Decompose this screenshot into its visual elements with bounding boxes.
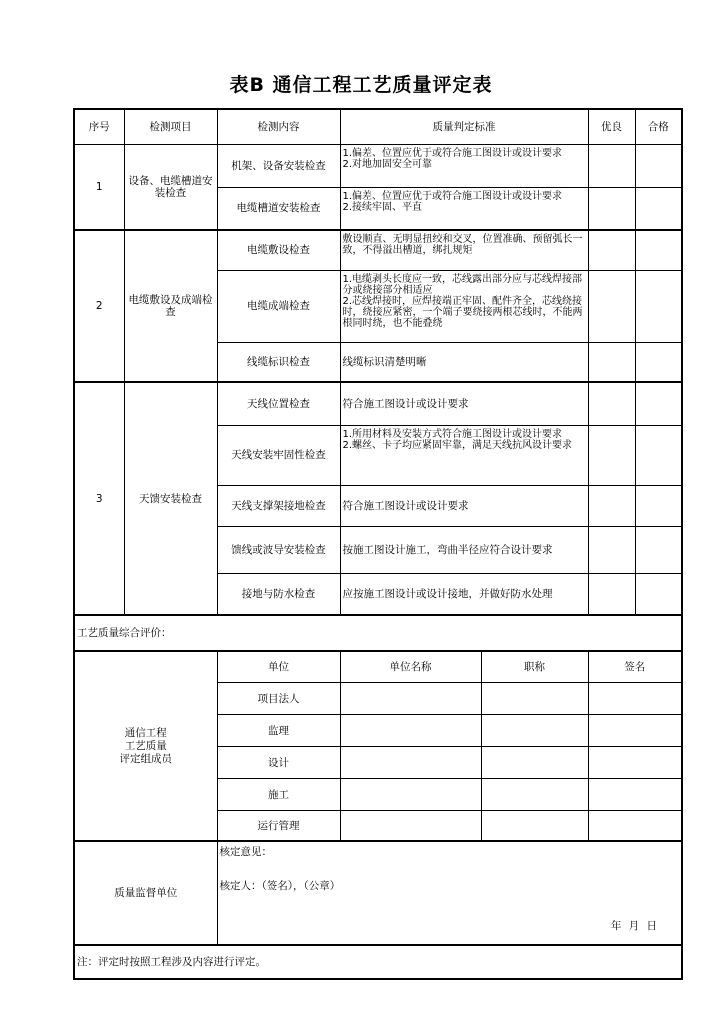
unit-label: 设计 [217, 747, 340, 779]
check-content: 天线安装牢固性检查 [217, 425, 340, 485]
position-cell[interactable] [482, 715, 588, 746]
check-content: 电缆成端检查 [217, 270, 340, 342]
check-standard: 1.所用材料及安装方式符合施工图设计或设计要求 2.螺丝、卡子均应紧固牢靠，满足天线抗风设计要求 [340, 425, 588, 485]
check-content: 天线位置检查 [217, 382, 340, 425]
check-standard: 按施工图设计施工，弯曲半径应符合设计要求 [340, 526, 588, 573]
excellent-cell[interactable] [588, 270, 635, 342]
unit-label: 项目法人 [217, 683, 340, 715]
committee-header-row [74, 651, 682, 683]
group-item: 电缆敷设及成端检查 [124, 230, 217, 382]
committee-label [74, 651, 217, 841]
overall-row [74, 615, 682, 651]
table-row [74, 230, 682, 270]
excellent-cell[interactable] [588, 485, 635, 526]
name-position-cell[interactable] [340, 747, 588, 779]
pass-cell[interactable] [635, 425, 682, 485]
header-content: 检测内容 [217, 109, 340, 144]
check-content: 机架、设备安装检查 [217, 144, 340, 187]
check-content: 馈线或波导安装检查 [217, 526, 340, 573]
check-standard: 1.电缆剥头长度应一致，芯线露出部分应与芯线焊接部分或绕接部分相适应 2.芯线焊接时，应焊接端正牢固、配件齐全，芯线绕接时，绕接应紧密，一个端子要绕接两根芯线时，不能两根同时绕，也不能叠绕 [340, 270, 588, 342]
check-standard: 符合施工图设计或设计要求 [340, 485, 588, 526]
position-cell[interactable] [482, 747, 588, 778]
group-no: 3 [74, 382, 124, 615]
pass-cell[interactable] [635, 187, 682, 230]
check-standard: 应按施工图设计或设计接地，并做好防水处理 [340, 573, 588, 615]
signature-cell[interactable] [588, 683, 682, 715]
check-standard: 1.偏差、位置应优于或符合施工图设计或设计要求 2.接续牢固、平直 [340, 187, 588, 230]
pass-cell[interactable] [635, 144, 682, 187]
excellent-cell[interactable] [588, 425, 635, 485]
note: 注：评定时按照工程涉及内容进行评定。 [74, 945, 682, 979]
name-position-cell[interactable] [340, 779, 588, 811]
position-header: 职称 [524, 661, 545, 673]
position-cell[interactable] [482, 779, 588, 810]
check-standard: 线缆标识清楚明晰 [340, 342, 588, 382]
name-position-cell[interactable] [340, 715, 588, 747]
header-pass: 合格 [635, 109, 682, 144]
check-standard: 1.偏差、位置应优于或符合施工图设计或设计要求 2.对地加固安全可靠 [340, 144, 588, 187]
position-cell[interactable] [482, 811, 588, 840]
note-row [74, 945, 682, 979]
check-content: 电缆槽道安装检查 [217, 187, 340, 230]
header-excellent: 优良 [588, 109, 635, 144]
group-no: 2 [74, 230, 124, 382]
group-no: 1 [74, 144, 124, 230]
excellent-cell[interactable] [588, 144, 635, 187]
date-label: 年 月 日 [610, 920, 659, 932]
header-item: 检测项目 [124, 109, 217, 144]
signature-cell[interactable] [588, 811, 682, 842]
group-item: 设备、电缆槽道安装检查 [124, 144, 217, 230]
excellent-cell[interactable] [588, 230, 635, 270]
excellent-cell[interactable] [588, 382, 635, 425]
unit-label: 运行管理 [217, 811, 340, 842]
signature-cell[interactable] [588, 747, 682, 779]
excellent-cell[interactable] [588, 342, 635, 382]
name-position-cell[interactable] [340, 811, 588, 842]
unit-name-header: 单位名称 [341, 652, 482, 682]
excellent-cell[interactable] [588, 526, 635, 573]
header-no: 序号 [74, 109, 124, 144]
check-standard: 敷设顺直、无明显扭绞和交叉，位置准确、预留弧长一致，不得溢出槽道，绑扎规矩 [340, 230, 588, 270]
supervision-row [74, 841, 682, 945]
committee-unit-header: 单位 [217, 651, 340, 683]
signature-cell[interactable] [588, 715, 682, 747]
check-content: 电缆敷设检查 [217, 230, 340, 270]
header-standard: 质量判定标准 [340, 109, 588, 144]
table-row [74, 382, 682, 425]
header-row [74, 109, 682, 144]
pass-cell[interactable] [635, 485, 682, 526]
check-content: 接地与防水检查 [217, 573, 340, 615]
pass-cell[interactable] [635, 526, 682, 573]
unit-name-cell[interactable] [341, 779, 482, 810]
pass-cell[interactable] [635, 382, 682, 425]
check-standard: 符合施工图设计或设计要求 [340, 382, 588, 425]
supervision-label: 质量监督单位 [74, 841, 217, 945]
excellent-cell[interactable] [588, 573, 635, 615]
name-position-cell[interactable] [340, 683, 588, 715]
check-content: 线缆标识检查 [217, 342, 340, 382]
overall-evaluation[interactable]: 工艺质量综合评价： [74, 615, 682, 651]
excellent-cell[interactable] [588, 187, 635, 230]
pass-cell[interactable] [635, 573, 682, 615]
unit-name-cell[interactable] [341, 683, 482, 714]
unit-name-cell[interactable] [341, 811, 482, 840]
committee-name-position-header [340, 651, 588, 683]
unit-label: 监理 [217, 715, 340, 747]
unit-label: 施工 [217, 779, 340, 811]
signature-cell[interactable] [588, 779, 682, 811]
table-row [74, 144, 682, 187]
committee-label-text: 通信工程 工艺质量 评定组成员 [119, 726, 172, 765]
pass-cell[interactable] [635, 342, 682, 382]
opinion-label: 核定意见： [219, 846, 272, 858]
position-cell[interactable] [482, 683, 588, 714]
unit-name-cell[interactable] [341, 715, 482, 746]
approver-label: 核定人：（签名），（公章） [219, 880, 341, 892]
check-content: 天线支撑架接地检查 [217, 485, 340, 526]
pass-cell[interactable] [635, 230, 682, 270]
signature-header: 签名 [588, 651, 682, 683]
pass-cell[interactable] [635, 270, 682, 342]
evaluation-table [73, 108, 683, 980]
group-item: 天馈安装检查 [124, 382, 217, 615]
supervision-opinion-cell[interactable] [217, 841, 682, 945]
unit-name-cell[interactable] [341, 747, 482, 778]
page-title: 表B 通信工程工艺质量评定表 [229, 74, 493, 96]
